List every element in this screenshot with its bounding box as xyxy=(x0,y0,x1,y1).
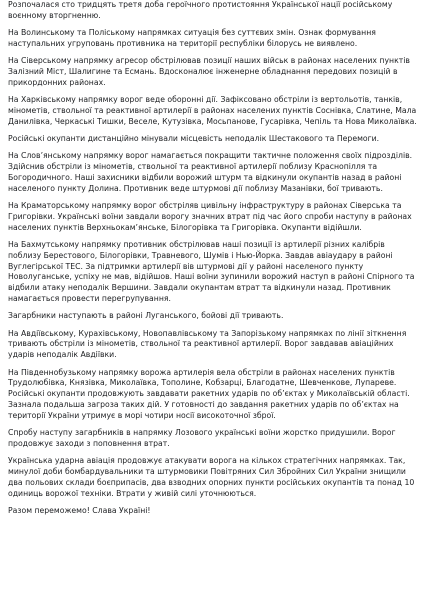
post-paragraph: На Авдіївському, Курахівському, Новопавлівському та Запорізькому напрямках по лінії зіткнення тривають обстріли із мінометів, ствольної та реактивної артилерії. Ворог завдавав авіаційних ударів неподалік Авдіївки. xyxy=(8,328,407,360)
post-paragraph: На Волинському та Поліському напрямках ситуація без суттєвих змін. Ознак формування наступальних угруповань противника на території республіки білорусь не виявлено. xyxy=(8,28,376,48)
post-paragraph: Разом переможемо! Слава Україні! xyxy=(8,505,151,515)
post-paragraph: Загарбники наступають в районі Луганського, бойові дії тривають. xyxy=(8,311,284,321)
post-paragraph: На Бахмутському напрямку противник обстрілював наші позиції із артилерії різних калібрів поблизу Берестового, Білогорівки, Травневого, Шумів і Нью-Йорка. Завдав авіаудару в районі Вуглегірської ТЕС. За підтримки артилерії вів штурмові дії у районі населеного пункту Новолуганське, успіху не мав, відійшов. Наші воїни зупинили ворожий наступ в районі Спірного та відбили атаку неподалік Вершини. Завдали окупантам втрат та відкинули назад. Противник намагається провести перегрупування. xyxy=(8,240,415,304)
post-paragraph: На Краматорському напрямку ворог обстріляв цивільну інфраструктуру в районах Сіверська та Григорівки. Українські воїни завдали ворогу значних втрат під час його спроби наступу в районах населених пунктів Верхньокам’янське, Білогорівка та Григорівка. Окупанти відійшли. xyxy=(8,201,412,232)
post-paragraph: На Сіверському напрямку агресор обстрілював позиції наших військ в районах населених пунктів Залізний Міст, Шалигине та Есмань. Вдосконалює інженерне обладнання передових позицій в прикордонних районах. xyxy=(8,56,410,87)
post-paragraph: Спробу наступу загарбників в напрямку Лозового українські воїни жорстко придушили. Ворог продовжує заходи з поповнення втрат. xyxy=(8,428,396,448)
post-paragraph: На Південнобузькому напрямку ворожа артилерія вела обстріли в районах населених пунктів Трудолюбівка, Князівка, Миколаївка, Тополине, Кобзарці, Благодатне, Шевченкове, Лупареве. Російські окупанти продовжують завдавати ракетних ударів по об’єктах у Миколаївській області. Зазнала подальша загроза таких дій. У готовності до завдання ракетних ударів по об’єктах на території України утримує в морі чотири носії високоточної зброї. xyxy=(8,367,410,420)
post-paragraph: Російські окупанти дистанційно мінували місцевість неподалік Шестакового та Перемоги. xyxy=(8,134,380,144)
post-paragraph: На Слов’янському напрямку ворог намагається покращити тактичне положення своїх підрозділів. Здійснив обстріли із мінометів, ствольної та реактивної артилерії поблизу Краснопілля та Богородичного. Наші захисники відбили ворожий штурм та відкинули окупантів назад в районі населеного пункту Долина. Противник веде штурмові дії поблизу Мазанівки, бої тривають. xyxy=(8,151,413,193)
post-paragraph: На Харківському напрямку ворог веде оборонні дії. Зафіксовано обстріли із вертольотів, танків, мінометів, ствольної та реактивної артилерії в районах населених пунктів Соснівка, Слатине, Мала Данилівка, Черкаські Тишки, Веселе, Кутузівка, Мосьпанове, Гусарівка, Чепіль та Нова Миколаївка. xyxy=(8,95,417,126)
post-paragraph: Розпочалася сто тридцять третя доба героїчного протистояння Української нації російському воєнному вторгненню. xyxy=(8,0,393,20)
post-paragraph: Українська ударна авіація продовжує атакувати ворога на кількох стратегічних напрямках. Так, минулої доби бомбардувальники та штурмовики Повітряних Сил Збройних Сил України знищили два польових склади боєприпасів, два взводних опорних пункти російських окупантів та понад 10 одиниць ворожої техніки. Втрати у живій силі уточнюються. xyxy=(8,456,415,498)
